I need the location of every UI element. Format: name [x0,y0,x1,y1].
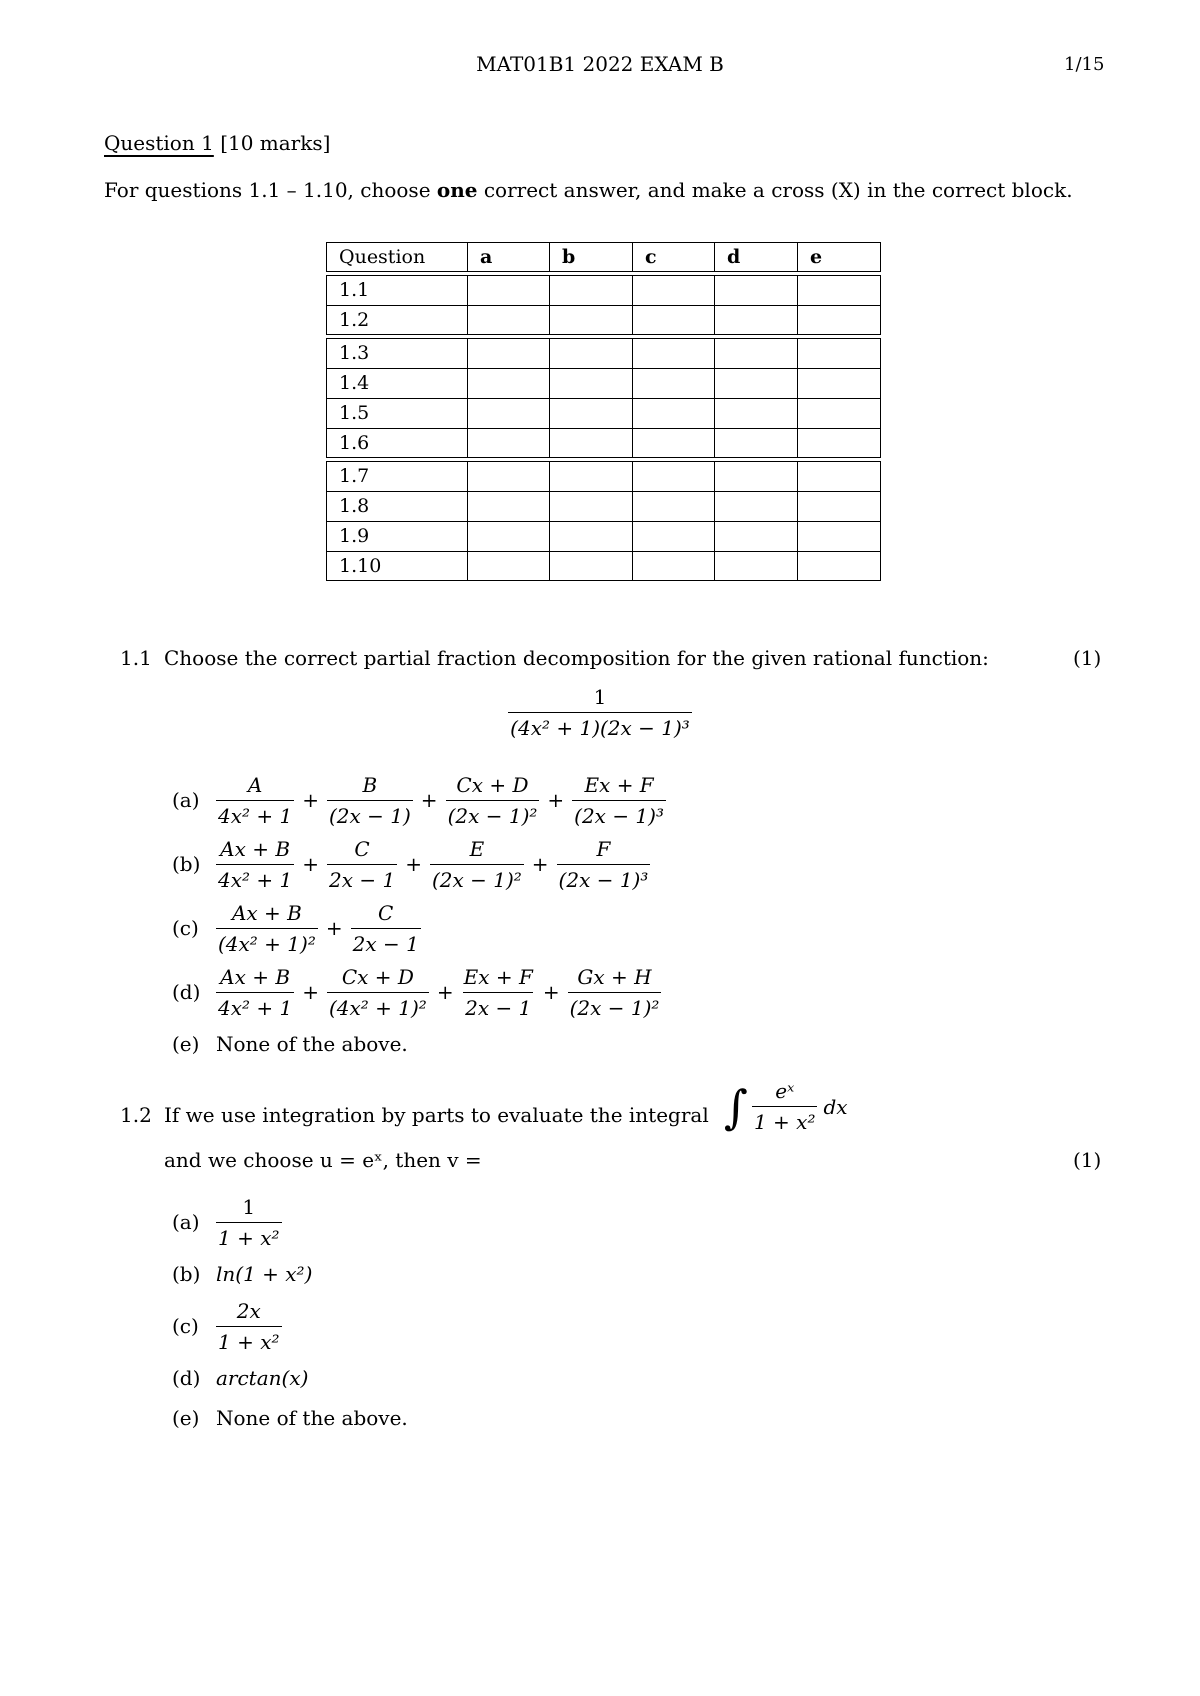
plus-sign: + [405,852,422,876]
answer-block[interactable] [549,461,632,491]
exam-title: MAT01B1 2022 EXAM B [476,52,724,76]
plus-sign: + [436,980,454,1004]
fraction-denominator: (2x − 1)³ [557,864,651,893]
fraction-denominator: (4x² + 1)² [216,928,318,957]
answer-block[interactable] [797,305,881,335]
grid-row [326,551,881,581]
grid-row [326,398,881,428]
answer-block[interactable] [797,521,881,551]
grid-header-label: a [480,246,493,268]
instructions-part2: correct answer, and make a cross (X) in the correct block. [477,178,1073,202]
options-1-2 [172,1190,408,1438]
fraction-numerator: Cx + D [341,964,414,989]
plus-sign: + [325,916,343,940]
fraction-term [216,900,318,957]
grid-header-cell [549,242,632,272]
option-1-1-e [172,1024,666,1064]
grid-question-number: 1.6 [326,428,467,458]
fraction-denominator: (2x − 1)² [446,800,540,829]
fraction-numerator: E [469,836,485,861]
fraction-numerator: Gx + H [577,964,652,989]
grid-header-label: e [810,246,823,268]
question-marks: [10 marks] [220,131,331,155]
instructions-part1: For questions 1.1 – 1.10, choose [104,178,437,202]
problem-number-1-1: 1.1 [120,646,152,670]
fraction-term [462,964,535,1021]
answer-block[interactable] [549,521,632,551]
grid-header-cell: Question [326,242,467,272]
fraction-term [351,900,421,957]
fraction-denominator: 4x² + 1 [216,992,294,1021]
grid-row [326,275,881,305]
option-1-1-d [172,960,666,1024]
answer-block[interactable] [549,491,632,521]
grid-row [326,461,881,491]
grid-question-number: 1.4 [326,368,467,398]
given-numerator: 1 [593,685,607,709]
grid-row [326,338,881,368]
fraction-term [572,772,666,829]
option-label: (b) [172,1262,201,1286]
option-label: (d) [172,1366,201,1390]
marks-1-1: (1) [1073,646,1102,670]
fraction-denominator: 2x − 1 [327,864,397,893]
grid-header-cell [632,242,714,272]
option-label: (a) [172,1210,200,1234]
marks-1-2: (1) [1073,1148,1102,1172]
plus-sign: + [302,788,319,812]
answer-block[interactable] [714,338,797,368]
answer-block[interactable] [632,275,714,305]
problem-line2-1-2: and we choose u = eˣ, then v = [164,1148,482,1172]
fraction-term [327,772,413,829]
grid-header-row [326,242,881,272]
grid-header-label: d [727,246,741,268]
option-text: ln(1 + x²) [216,1262,313,1286]
option-text: None of the above. [216,1032,408,1056]
grid-question-number: 1.7 [326,461,467,491]
answer-block[interactable] [549,275,632,305]
answer-block[interactable] [714,305,797,335]
fraction-term [430,836,524,893]
fraction-numerator: Ax + B [231,900,302,925]
answer-block[interactable] [797,461,881,491]
fraction-numerator: C [378,900,394,925]
fraction-numerator: B [362,772,378,797]
problem-text-1-1: Choose the correct partial fraction decomposition for the given rational function: [164,646,989,670]
option-1-2-e [172,1398,408,1438]
option-1-1-a [172,768,666,832]
integrand-denominator: 1 + x² [752,1106,818,1135]
answer-block[interactable] [797,275,881,305]
plus-sign: + [420,788,438,812]
answer-block[interactable] [632,305,714,335]
answer-block[interactable] [714,428,797,458]
grid-question-number: 1.2 [326,305,467,335]
given-function [0,684,1200,741]
instructions-bold: one [436,178,478,202]
option-label: (b) [172,852,201,876]
option-1-2-b [172,1254,408,1294]
fraction-denominator: (4x² + 1)² [327,992,429,1021]
answer-block[interactable] [467,551,549,581]
fraction-denominator: 2x − 1 [463,992,533,1021]
fraction-term [216,964,294,1021]
answer-block[interactable] [632,551,714,581]
fraction-term [557,836,651,893]
grid-header-cell [797,242,881,272]
problem-number-1-2: 1.2 [120,1103,152,1127]
answer-block[interactable] [797,368,881,398]
grid-question-number: 1.8 [326,491,467,521]
answer-block[interactable] [632,368,714,398]
plus-sign: + [547,788,565,812]
answer-block[interactable] [467,275,549,305]
answer-block[interactable] [549,305,632,335]
answer-block[interactable] [714,368,797,398]
question-heading [104,131,330,155]
option-label: (c) [172,916,199,940]
grid-header-label: b [562,246,576,268]
grid-row [326,491,881,521]
answer-block[interactable] [549,551,632,581]
integrand-numerator: eˣ [775,1079,795,1103]
fraction-numerator: Cx + D [456,772,529,797]
fraction-numerator: Ex + F [463,964,533,989]
answer-block[interactable] [549,368,632,398]
option-1-1-c [172,896,666,960]
given-denominator: (4x² + 1)(2x − 1)³ [508,712,692,741]
answer-block[interactable] [714,461,797,491]
answer-block[interactable] [467,428,549,458]
fraction-numerator: 2x [236,1298,261,1323]
plus-sign: + [542,980,560,1004]
answer-block[interactable] [467,398,549,428]
answer-block[interactable] [632,398,714,428]
problem-text-1-2: If we use integration by parts to evaluate the integral [164,1103,709,1127]
answer-block[interactable] [549,428,632,458]
plus-sign: + [302,980,319,1004]
answer-block[interactable] [467,521,549,551]
answer-block[interactable] [797,428,881,458]
fraction-numerator: C [354,836,370,861]
answer-block[interactable] [714,275,797,305]
answer-grid [326,242,881,581]
plus-sign: + [302,852,319,876]
answer-block[interactable] [632,461,714,491]
answer-block[interactable] [632,338,714,368]
answer-block[interactable] [632,491,714,521]
answer-block[interactable] [467,491,549,521]
option-1-1-b [172,832,666,896]
fraction-term [216,836,294,893]
instructions [104,178,1073,202]
grid-header-cell [714,242,797,272]
grid-row [326,521,881,551]
fraction-denominator: 1 + x² [216,1222,282,1251]
answer-block[interactable] [467,305,549,335]
integral-dx: dx [823,1094,848,1119]
option-label: (d) [172,980,201,1004]
fraction-numerator: A [247,772,263,797]
option-1-2-d [172,1358,408,1398]
fraction-numerator: F [596,836,611,861]
fraction-numerator: Ex + F [584,772,654,797]
fraction-term [446,772,540,829]
grid-question-number: 1.9 [326,521,467,551]
given-fraction [508,684,692,741]
fraction-denominator: (2x − 1)³ [572,800,666,829]
option-fraction [216,1194,282,1251]
fraction-term [216,772,294,829]
grid-question-number: 1.5 [326,398,467,428]
answer-block[interactable] [797,551,881,581]
integral-expression [724,1078,848,1135]
answer-block[interactable] [549,338,632,368]
fraction-denominator: 2x − 1 [351,928,421,957]
fraction-denominator: (2x − 1) [327,800,413,829]
answer-block[interactable] [714,398,797,428]
answer-block[interactable] [467,338,549,368]
fraction-denominator: 4x² + 1 [216,864,294,893]
answer-block[interactable] [714,551,797,581]
fraction-denominator: (2x − 1)² [568,992,662,1021]
fraction-numerator: 1 [242,1194,256,1219]
grid-header-label: c [645,246,657,268]
option-text: arctan(x) [216,1366,309,1390]
answer-block[interactable] [467,461,549,491]
fraction-term [327,964,429,1021]
answer-block[interactable] [714,491,797,521]
page-number: 1/15 [1064,54,1105,75]
options-1-1 [172,768,666,1064]
grid-question-number: 1.1 [326,275,467,305]
fraction-denominator: 4x² + 1 [216,800,294,829]
option-1-2-a [172,1190,408,1254]
fraction-denominator: 1 + x² [216,1326,282,1355]
answer-block[interactable] [549,398,632,428]
grid-question-number: 1.3 [326,338,467,368]
answer-block[interactable] [797,491,881,521]
grid-question-number: 1.10 [326,551,467,581]
grid-header-cell [467,242,549,272]
grid-row [326,305,881,335]
option-text: None of the above. [216,1406,408,1430]
fraction-numerator: Ax + B [220,836,291,861]
fraction-denominator: (2x − 1)² [430,864,524,893]
answer-block[interactable] [797,398,881,428]
answer-block[interactable] [632,428,714,458]
option-fraction [216,1298,282,1355]
fraction-term [568,964,662,1021]
option-label: (e) [172,1406,200,1430]
option-label: (c) [172,1314,199,1338]
answer-block[interactable] [714,521,797,551]
answer-block[interactable] [467,368,549,398]
option-label: (a) [172,788,200,812]
option-1-2-c [172,1294,408,1358]
integrand [752,1078,818,1135]
question-label: Question 1 [104,131,214,155]
answer-block[interactable] [632,521,714,551]
integral-sign: ∫ [724,1079,748,1134]
fraction-numerator: Ax + B [220,964,291,989]
option-label: (e) [172,1032,200,1056]
fraction-term [327,836,397,893]
plus-sign: + [531,852,549,876]
grid-row [326,428,881,458]
answer-block[interactable] [797,338,881,368]
grid-row [326,368,881,398]
